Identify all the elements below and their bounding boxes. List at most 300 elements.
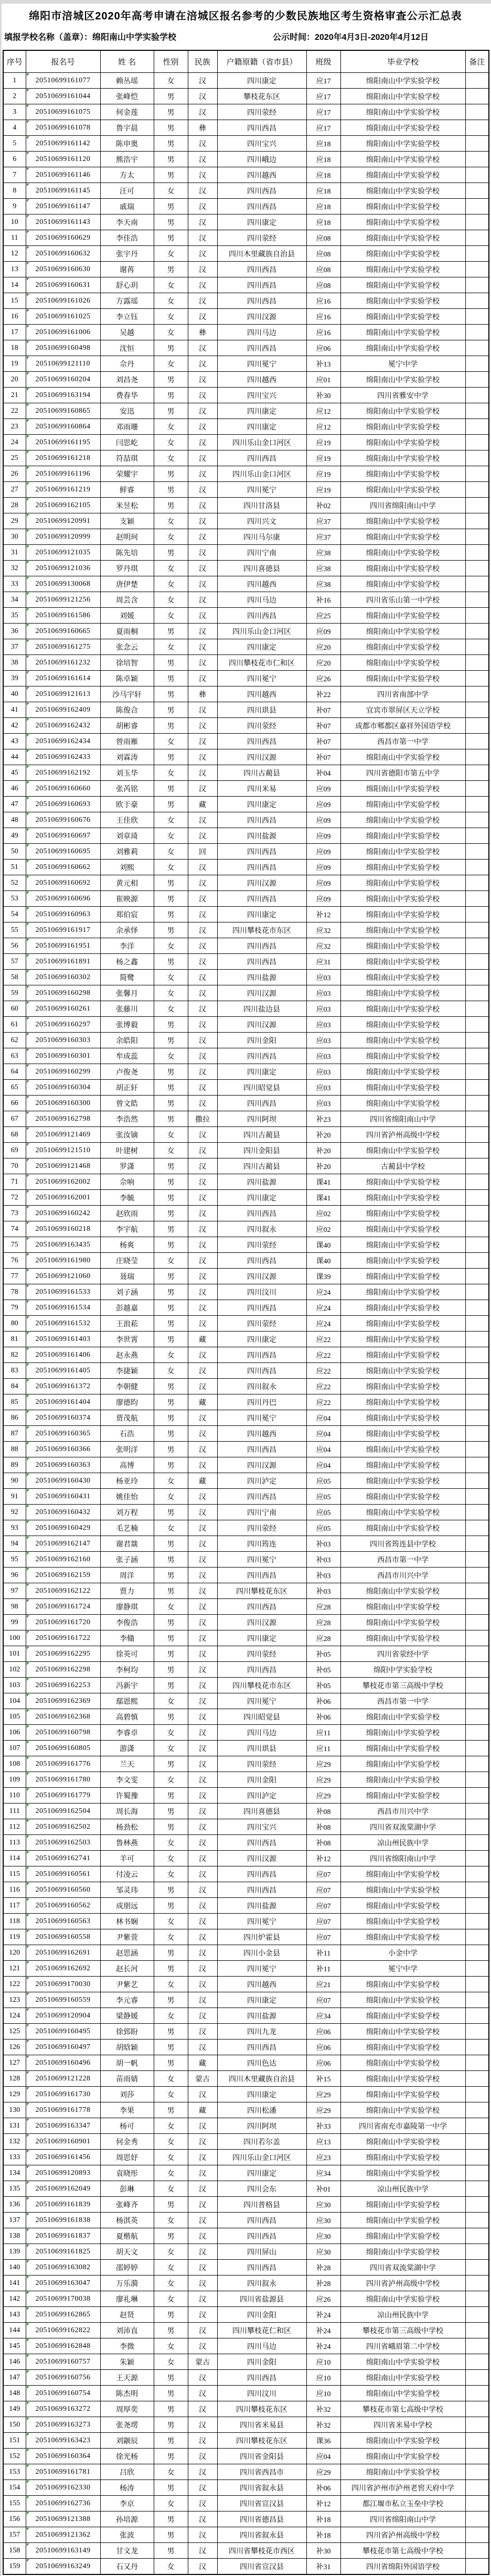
cell-remark [465, 529, 489, 545]
cell-class: 应11 [306, 1741, 340, 1756]
cell-name: 吕欣 [100, 2464, 154, 2480]
cell-index: 39 [3, 671, 26, 686]
cell-class: 应34 [306, 2165, 340, 2181]
cell-reg-no: 20510699162504 [26, 1804, 100, 1819]
cell-class: 补06 [306, 1693, 340, 1709]
cell-gender: 男 [154, 230, 188, 246]
cell-name: 李浩然 [100, 1111, 154, 1127]
cell-class: 补20 [306, 1158, 340, 1174]
cell-index: 106 [3, 1725, 26, 1741]
cell-index: 83 [3, 1363, 26, 1379]
cell-reg-no: 20510699161120 [26, 152, 100, 167]
cell-ethnicity: 汉 [188, 970, 217, 985]
cell-remark [465, 277, 489, 293]
cell-name: 杨之鑫 [100, 954, 154, 970]
cell-gender: 男 [154, 2433, 188, 2449]
cell-ethnicity: 汉 [188, 2480, 217, 2496]
cell-class: 应22 [306, 1332, 340, 1347]
cell-remark [465, 2291, 489, 2307]
cell-reg-no: 20510699161406 [26, 1347, 100, 1363]
cell-reg-no: 20510699161720 [26, 1615, 100, 1630]
cell-ethnicity: 汉 [188, 1615, 217, 1630]
table-row [3, 2118, 489, 2134]
cell-school: 绵阳南山中学实验学校 [340, 1756, 465, 1772]
cell-ethnicity: 汉 [188, 1552, 217, 1568]
cell-ethnicity: 汉 [188, 1221, 217, 1237]
table-row [3, 592, 489, 608]
cell-remark [465, 1017, 489, 1033]
cell-class: 补01 [306, 2181, 340, 2197]
cell-name: 陈申奥 [100, 136, 154, 152]
cell-school: 绵阳南山中学实验学校 [340, 482, 465, 498]
cell-index: 75 [3, 1237, 26, 1253]
cell-class: 补12 [306, 907, 340, 922]
cell-reg-no: 20510699162409 [26, 702, 100, 718]
cell-gender: 女 [154, 576, 188, 592]
cell-gender: 男 [154, 1284, 188, 1300]
cell-remark [465, 1961, 489, 1977]
cell-gender: 男 [154, 1379, 188, 1394]
cell-ethnicity: 藏 [188, 2102, 217, 2118]
table-row [3, 1536, 489, 1552]
cell-reg-no: 20510699160558 [26, 1929, 100, 1945]
cell-reg-no: 20510699160963 [26, 907, 100, 922]
cell-class: 补08 [306, 1835, 340, 1851]
cell-reg-no: 20510699162253 [26, 1678, 100, 1693]
cell-name: 赖丛瑶 [100, 73, 154, 89]
cell-index: 150 [3, 2417, 26, 2433]
cell-class: 补06 [306, 1709, 340, 1725]
cell-class: 应17 [306, 104, 340, 120]
cell-school: 绵阳南山中学实验学校 [340, 2071, 465, 2087]
cell-school: 绵阳南山中学实验学校 [340, 2197, 465, 2213]
cell-reg-no: 20510699163435 [26, 1237, 100, 1253]
cell-school: 绵阳南山中学实验学校 [340, 89, 465, 104]
cell-ethnicity: 藏 [188, 1394, 217, 1410]
cell-origin: 四川康定 [217, 2165, 306, 2181]
cell-index: 88 [3, 1442, 26, 1457]
cell-class: 应24 [306, 1284, 340, 1300]
cell-origin: 四川宝兴 [217, 388, 306, 403]
cell-gender: 女 [154, 1851, 188, 1866]
cell-remark [465, 2008, 489, 2024]
cell-name: 杨亚玲 [100, 1473, 154, 1489]
cell-ethnicity: 藏 [188, 1473, 217, 1489]
cell-name: 张明洋 [100, 1442, 154, 1457]
cell-index: 64 [3, 1064, 26, 1080]
cell-ethnicity: 汉 [188, 608, 217, 624]
cell-ethnicity: 汉 [188, 1505, 217, 1520]
cell-ethnicity: 汉 [188, 1127, 217, 1143]
cell-school: 绵阳南山中学实验学校 [340, 466, 465, 482]
cell-origin: 四川汉源 [217, 1269, 306, 1284]
table-row [3, 1662, 489, 1678]
cell-name: 李捷颖 [100, 1363, 154, 1379]
cell-school: 绵阳南山中学实验学校 [340, 1882, 465, 1898]
table-row [3, 655, 489, 671]
cell-school: 绵阳南山中学实验学校 [340, 325, 465, 340]
cell-origin: 四川西昌 [217, 2370, 306, 2386]
cell-reg-no: 20510699162865 [26, 2307, 100, 2323]
cell-origin: 四川攀枝花市东区 [217, 1678, 306, 1693]
cell-ethnicity: 汉 [188, 1410, 217, 1426]
cell-ethnicity: 汉 [188, 2401, 217, 2417]
cell-school: 绵阳南山中学实验学校 [340, 120, 465, 136]
cell-remark [465, 639, 489, 655]
cell-school: 古蔺县中学校 [340, 1158, 465, 1174]
cell-gender: 男 [154, 2197, 188, 2213]
cell-origin: 四川西昌 [217, 891, 306, 907]
cell-class: 应38 [306, 545, 340, 561]
cell-gender: 男 [154, 120, 188, 136]
cell-name: 李毓 [100, 1190, 154, 1206]
cell-gender: 男 [154, 1442, 188, 1457]
cell-gender: 男 [154, 2102, 188, 2118]
cell-reg-no: 20510699161825 [26, 2244, 100, 2260]
cell-name: 谢苒 [100, 262, 154, 277]
cell-class: 应12 [306, 419, 340, 435]
cell-school: 绵阳南山中学实验学校 [340, 104, 465, 120]
cell-remark [465, 860, 489, 875]
cell-index: 77 [3, 1269, 26, 1284]
cell-school: 绵阳南山中学实验学校 [340, 450, 465, 466]
cell-name: 鲁林燕 [100, 1835, 154, 1851]
cell-remark [465, 2118, 489, 2134]
cell-name: 杨淇英 [100, 2213, 154, 2228]
table-row [3, 167, 489, 183]
table-row [3, 1237, 489, 1253]
cell-origin: 四川炉霍县 [217, 1929, 306, 1945]
cell-class: 补33 [306, 2118, 340, 2134]
cell-origin: 四川冕宁 [217, 1410, 306, 1426]
cell-remark [465, 1552, 489, 1568]
cell-reg-no: 20510699160374 [26, 1410, 100, 1426]
cell-name: 张芮铭 [100, 781, 154, 797]
cell-remark [465, 152, 489, 167]
cell-reg-no: 20510699160798 [26, 1725, 100, 1741]
cell-origin: 四川昭觉县 [217, 1080, 306, 1096]
cell-gender: 男 [154, 1568, 188, 1583]
table-row [3, 2527, 489, 2543]
cell-school: 攀枝花市第七高级中学校 [340, 2543, 465, 2559]
cell-school: 绵阳南山中学实验学校 [340, 1489, 465, 1505]
cell-ethnicity: 撒拉 [188, 1111, 217, 1127]
cell-origin: 四川西昌 [217, 2213, 306, 2228]
cell-index: 78 [3, 1284, 26, 1300]
table-row [3, 372, 489, 388]
cell-index: 76 [3, 1253, 26, 1269]
cell-name: 张峰齐 [100, 2197, 154, 2213]
table-row [3, 482, 489, 498]
cell-name: 吴越 [100, 325, 154, 340]
cell-reg-no: 20510699160693 [26, 797, 100, 812]
cell-index: 136 [3, 2197, 26, 2213]
cell-reg-no: 20510699160303 [26, 1033, 100, 1048]
cell-name: 廖德昀 [100, 1394, 154, 1410]
cell-ethnicity: 汉 [188, 1678, 217, 1693]
cell-school: 绵阳南山中学实验学校 [340, 812, 465, 828]
cell-origin: 四川西昌 [217, 183, 306, 199]
cell-school: 绵阳南山中学实验学校 [340, 1316, 465, 1332]
table-row [3, 450, 489, 466]
cell-class: 应02 [306, 1206, 340, 1221]
cell-name: 彭琳 [100, 2181, 154, 2197]
cell-name: 徐光杨 [100, 2449, 154, 2464]
table-row [3, 2338, 489, 2354]
cell-reg-no: 20510699163149 [26, 2543, 100, 2559]
cell-index: 57 [3, 954, 26, 970]
cell-class: 应08 [306, 262, 340, 277]
cell-reg-no: 20510699160242 [26, 1206, 100, 1221]
cell-class: 应06 [306, 340, 340, 356]
cell-reg-no: 20510699161781 [26, 2464, 100, 2480]
cell-class: 补03 [306, 1583, 340, 1599]
table-row [3, 639, 489, 655]
cell-remark [465, 2559, 489, 2575]
cell-reg-no: 20510699160676 [26, 812, 100, 828]
table-row [3, 749, 489, 765]
cell-gender: 女 [154, 2338, 188, 2354]
cell-name: 李立钰 [100, 309, 154, 325]
cell-name: 周洋 [100, 1568, 154, 1583]
cell-reg-no: 20510699160697 [26, 828, 100, 844]
cell-name: 赵思涵 [100, 1945, 154, 1961]
cell-origin: 四川屏山 [217, 2244, 306, 2260]
cell-ethnicity: 彝 [188, 686, 217, 702]
cell-remark [465, 985, 489, 1001]
cell-gender: 男 [154, 152, 188, 167]
cell-school: 绵阳南山中学实验学校 [340, 1064, 465, 1080]
cell-index: 86 [3, 1410, 26, 1426]
cell-ethnicity: 汉 [188, 1017, 217, 1033]
cell-index: 110 [3, 1788, 26, 1804]
cell-class: 补08 [306, 1804, 340, 1819]
cell-gender: 男 [154, 891, 188, 907]
cell-remark [465, 1819, 489, 1835]
cell-gender: 女 [154, 639, 188, 655]
cell-remark [465, 1080, 489, 1096]
cell-index: 94 [3, 1536, 26, 1552]
cell-reg-no: 20510699120999 [26, 529, 100, 545]
cell-index: 58 [3, 970, 26, 985]
cell-origin: 四川宁南 [217, 1505, 306, 1520]
cell-school: 绵阳南山中学实验学校 [340, 844, 465, 860]
page-title: 绵阳市涪城区2020年高考申请在涪城区报名参考的少数民族地区考生资格审查公示汇总表 [29, 10, 462, 22]
cell-origin: 四川荥经 [217, 1756, 306, 1772]
cell-ethnicity: 汉 [188, 907, 217, 922]
cell-school: 绵阳南山中学实验学校 [340, 2354, 465, 2370]
cell-index: 132 [3, 2134, 26, 2150]
cell-index: 42 [3, 718, 26, 734]
cell-remark [465, 2338, 489, 2354]
cell-name: 李世霄 [100, 1332, 154, 1347]
cell-index: 142 [3, 2291, 26, 2307]
cell-ethnicity: 汉 [188, 1080, 217, 1096]
cell-school: 攀枝花市第三高级中学校 [340, 1678, 465, 1693]
cell-class: 应19 [306, 435, 340, 450]
cell-index: 96 [3, 1568, 26, 1583]
cell-remark [465, 1646, 489, 1662]
cell-reg-no: 20510699161778 [26, 2102, 100, 2118]
cell-school: 凉山州民族中学 [340, 2181, 465, 2197]
cell-class: 应09 [306, 812, 340, 828]
cell-index: 56 [3, 938, 26, 954]
cell-school: 西昌市第一中学 [340, 1552, 465, 1568]
cell-name: 安迅 [100, 403, 154, 419]
cell-ethnicity: 蒙古 [188, 2071, 217, 2087]
cell-ethnicity: 汉 [188, 2087, 217, 2102]
cell-reg-no: 20510699161534 [26, 1300, 100, 1316]
cell-class: 应30 [306, 2197, 340, 2213]
column-header-6: 班级 [306, 50, 340, 73]
cell-origin: 四川乐山金口河区 [217, 466, 306, 482]
cell-index: 80 [3, 1316, 26, 1332]
cell-origin: 四川荥经 [217, 718, 306, 734]
cell-school: 绵阳南山中学实验学校 [340, 2008, 465, 2024]
cell-ethnicity: 汉 [188, 1945, 217, 1961]
cell-remark [465, 2480, 489, 2496]
cell-remark [465, 136, 489, 152]
cell-index: 55 [3, 922, 26, 938]
cell-origin: 攀枝花东区 [217, 89, 306, 104]
cell-remark [465, 797, 489, 812]
table-row [3, 1269, 489, 1284]
cell-school: 绵阳南山中学实验学校 [340, 214, 465, 230]
cell-name: 熊浩宇 [100, 152, 154, 167]
cell-name: 张汝镝 [100, 1127, 154, 1143]
cell-reg-no: 20510699161232 [26, 655, 100, 671]
cell-index: 120 [3, 1945, 26, 1961]
cell-school: 绵阳南山中学实验学校 [340, 2291, 465, 2307]
cell-school: 宜宾市翠屏区天立学校 [340, 702, 465, 718]
cell-origin: 四川西昌 [217, 1096, 306, 1111]
cell-ethnicity: 汉 [188, 1001, 217, 1017]
cell-ethnicity: 回 [188, 844, 217, 860]
cell-class: 补16 [306, 592, 340, 608]
cell-name: 张峰恺 [100, 89, 154, 104]
cell-class: 应21 [306, 1977, 340, 1992]
table-row [3, 2323, 489, 2338]
table-row [3, 1505, 489, 1520]
cell-school: 绵阳南山中学实验学校 [340, 340, 465, 356]
cell-class: 应09 [306, 875, 340, 891]
cell-gender: 女 [154, 1048, 188, 1064]
cell-remark [465, 1945, 489, 1961]
cell-remark [465, 356, 489, 372]
cell-name: 李佳浩 [100, 230, 154, 246]
cell-reg-no: 20510699160365 [26, 1426, 100, 1442]
cell-remark [465, 2181, 489, 2197]
cell-reg-no: 20510699121110 [26, 356, 100, 372]
cell-remark [465, 561, 489, 576]
cell-class: 应07 [306, 1929, 340, 1945]
cell-remark [465, 1143, 489, 1158]
cell-name: 杨可 [100, 2118, 154, 2134]
cell-ethnicity: 汉 [188, 2165, 217, 2181]
cell-gender: 男 [154, 545, 188, 561]
cell-index: 47 [3, 797, 26, 812]
cell-origin: 四川西昌 [217, 120, 306, 136]
cell-school: 绵阳南山中学实验学校 [340, 309, 465, 325]
cell-index: 38 [3, 655, 26, 671]
table-row [3, 1426, 489, 1442]
cell-origin: 四川省宣汉县 [217, 2559, 306, 2575]
cell-index: 14 [3, 277, 26, 293]
cell-name: 谢君燚 [100, 1536, 154, 1552]
cell-reg-no: 20510699160261 [26, 1001, 100, 1017]
table-row [3, 985, 489, 1001]
cell-origin: 四川乐山金口河区 [217, 2150, 306, 2165]
cell-gender: 男 [154, 1190, 188, 1206]
cell-origin: 四川西昌 [217, 844, 306, 860]
table-row [3, 1961, 489, 1977]
cell-class: 应05 [306, 1520, 340, 1536]
cell-origin: 四川马边 [217, 325, 306, 340]
cell-school: 绵阳南山中学实验学校 [340, 2150, 465, 2165]
cell-name: 廖静琪 [100, 1599, 154, 1615]
cell-origin: 四川乐山金口河区 [217, 435, 306, 450]
cell-origin: 四川汉源 [217, 309, 306, 325]
cell-ethnicity: 汉 [188, 1756, 217, 1772]
cell-school: 绵阳南山中学实验学校 [340, 1332, 465, 1347]
table-row [3, 734, 489, 749]
cell-class: 补24 [306, 2323, 340, 2338]
cell-school: 四川省南充市嘉陵第一中学 [340, 2118, 465, 2134]
cell-school: 绵阳南山中学实验学校 [340, 1363, 465, 1379]
cell-class: 应03 [306, 1064, 340, 1080]
cell-name: 曾雨雁 [100, 734, 154, 749]
cell-origin: 四川汶川 [217, 1284, 306, 1300]
cell-ethnicity: 汉 [188, 2150, 217, 2165]
table-row [3, 561, 489, 576]
cell-index: 118 [3, 1914, 26, 1929]
cell-name: 佘响 [100, 1174, 154, 1190]
table-row [3, 1709, 489, 1725]
cell-gender: 男 [154, 466, 188, 482]
table-row [3, 1678, 489, 1693]
cell-remark [465, 1206, 489, 1221]
cell-class: 应28 [306, 1599, 340, 1615]
cell-name: 胡正轩 [100, 1080, 154, 1096]
cell-origin: 四川盐源 [217, 970, 306, 985]
cell-gender: 男 [154, 2307, 188, 2323]
cell-name: 汪可 [100, 183, 154, 199]
cell-school: 凉山州民族中学 [340, 2307, 465, 2323]
cell-origin: 四川西昌 [217, 608, 306, 624]
table-row [3, 1788, 489, 1804]
cell-index: 71 [3, 1174, 26, 1190]
cell-school: 绵阳南山中学实验学校 [340, 1143, 465, 1158]
cell-school: 绵阳南山中学实验学校 [340, 136, 465, 152]
cell-remark [465, 513, 489, 529]
cell-ethnicity: 汉 [188, 1457, 217, 1473]
cell-origin: 四川省德昌县 [217, 2511, 306, 2527]
cell-class: 应09 [306, 624, 340, 639]
cell-remark [465, 1977, 489, 1992]
cell-remark [465, 2323, 489, 2338]
cell-index: 148 [3, 2386, 26, 2401]
cell-reg-no: 20510699162822 [26, 2323, 100, 2338]
cell-origin: 四川汶川 [217, 2386, 306, 2401]
cell-reg-no: 20510699160630 [26, 262, 100, 277]
cell-gender: 男 [154, 1992, 188, 2008]
cell-name: 卢俊尧 [100, 1064, 154, 1080]
cell-remark [465, 671, 489, 686]
cell-name: 尹紫萱 [100, 1929, 154, 1945]
cell-ethnicity: 汉 [188, 2449, 217, 2464]
cell-name: 支颖 [100, 513, 154, 529]
cell-remark [465, 1678, 489, 1693]
